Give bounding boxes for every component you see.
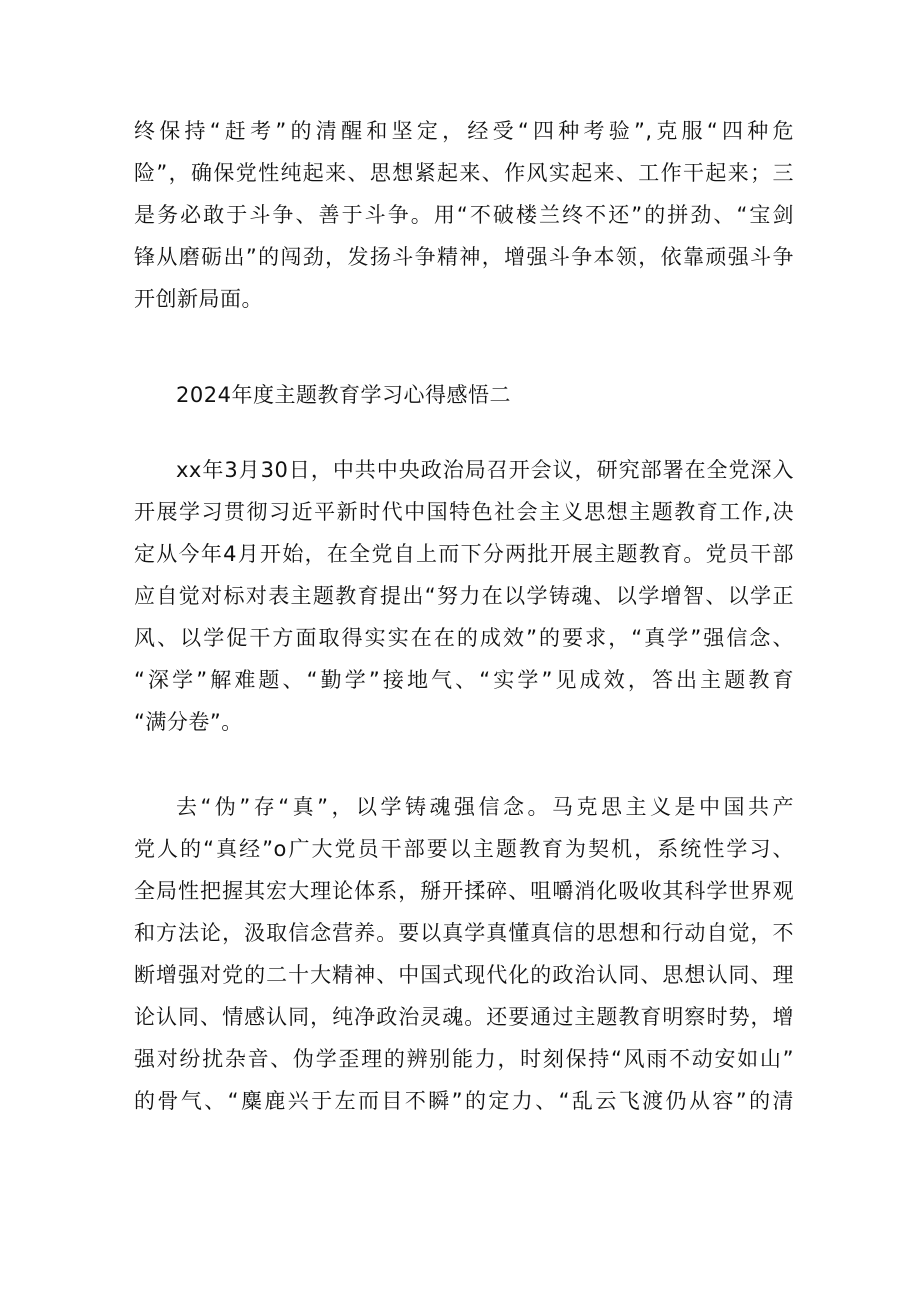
- text-line: 去“伪”存“真”，以学铸魂强信念。马克思主义是中国共产: [176, 795, 794, 819]
- text-line: 风、以学促干方面取得实实在在的成效”的要求，“真学”强信念、: [134, 626, 794, 650]
- text-line: 的骨气、“麋鹿兴于左而目不瞬”的定力、“乱云飞渡仍从容”的清: [134, 1089, 794, 1113]
- text-line: 和方法论，汲取信念营养。要以真学真懂真信的思想和行动自觉，不: [134, 921, 794, 945]
- text-line: 开展学习贯彻习近平新时代中国特色社会主义思想主题教育工作,决: [134, 500, 794, 524]
- text-line: “满分卷”。: [134, 710, 243, 734]
- text-line: 是务必敢于斗争、善于斗争。用“不破楼兰终不还”的拼劲、“宝剑: [134, 203, 794, 227]
- text-line: “深学”解难题、“勤学”接地气、“实学”见成效，答出主题教育: [134, 668, 794, 692]
- text-line: 险”，确保党性纯起来、思想紧起来、作风实起来、工作干起来；三: [134, 161, 794, 185]
- text-line: 断增强对党的二十大精神、中国式现代化的政治认同、思想认同、理: [134, 963, 794, 987]
- text-line: 论认同、情感认同，纯净政治灵魂。还要通过主题教育明察时势，增: [134, 1005, 794, 1029]
- text-line: 应自觉对标对表主题教育提出“努力在以学铸魂、以学增智、以学正: [134, 584, 794, 608]
- paragraph-intro: [134, 449, 794, 743]
- text-line: xx年3月30日，中共中央政治局召开会议，研究部署在全党深入: [176, 458, 794, 482]
- text-line: 全局性把握其宏大理论体系，掰开揉碎、咀嚼消化吸收其科学世界观: [134, 879, 794, 903]
- paragraph-body: [134, 786, 794, 1122]
- text-line: 党人的“真经”o广大党员干部要以主题教育为契机，系统性学习、: [134, 837, 794, 861]
- text-line: 定从今年4月开始，在全党自上而下分两批开展主题教育。党员干部: [134, 542, 794, 566]
- section-heading: 2024年度主题教育学习心得感悟二: [176, 383, 511, 407]
- text-line: 锋从磨砺出”的闯劲，发扬斗争精神，增强斗争本领，依靠顽强斗争: [134, 245, 794, 269]
- paragraph-continuation: [134, 110, 794, 320]
- text-line: 终保持“赶考”的清醒和坚定，经受“四种考验”,克服“四种危: [134, 119, 794, 143]
- text-line: 强对纷扰杂音、伪学歪理的辨别能力，时刻保持“风雨不动安如山”: [134, 1047, 794, 1071]
- text-line: 开创新局面。: [134, 287, 263, 311]
